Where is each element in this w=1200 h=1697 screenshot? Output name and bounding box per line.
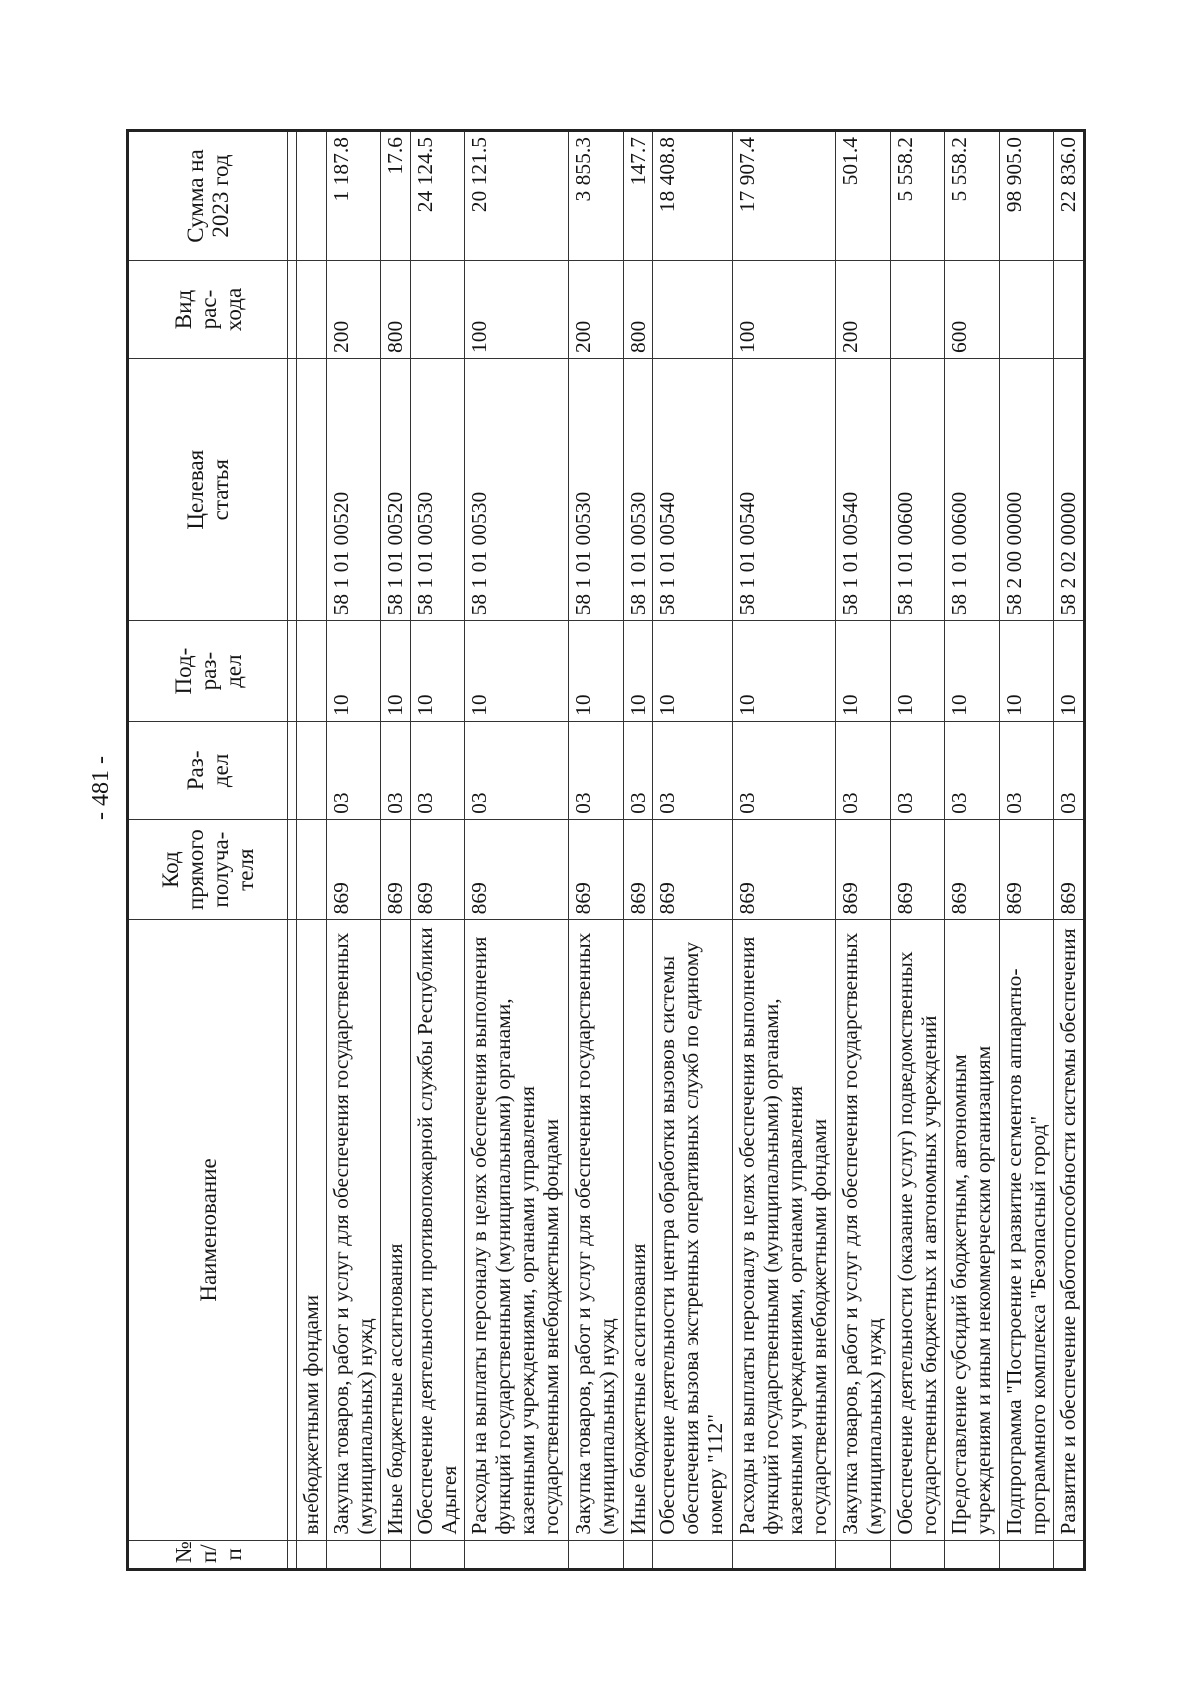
cell-amount: 147.7 — [623, 131, 653, 261]
table-row — [1054, 131, 1085, 1570]
cell-expense-type — [890, 261, 944, 359]
table-row — [381, 131, 411, 1570]
cell-recipient-code: 869 — [1054, 819, 1085, 920]
cell-target-article: 58 1 01 00540 — [836, 359, 890, 621]
page-number: - 481 - — [88, 756, 114, 820]
cell-recipient-code: 869 — [999, 819, 1053, 920]
cell-recipient-code: 869 — [732, 819, 836, 920]
cell-recipient-code: 869 — [569, 819, 623, 920]
cell-expense-type: 200 — [836, 261, 890, 359]
cell-number — [890, 1540, 944, 1569]
cell-name: Обеспечение деятельности противопожарной службы Республики Адыгея — [411, 920, 465, 1540]
cell-target-article: 58 2 00 00000 — [999, 359, 1053, 621]
cell-amount: 98 905.0 — [999, 131, 1053, 261]
cell-target-article: 58 1 01 00600 — [945, 359, 999, 621]
table-row — [836, 131, 890, 1570]
cell-number — [465, 1540, 569, 1569]
cell-name: Подпрограмма "Построение и развитие сегментов аппаратно-программного комплекса "Безопасный город" — [999, 920, 1053, 1540]
cell-section: 03 — [623, 721, 653, 819]
cell-expense-type — [1054, 261, 1085, 359]
cell-subsection: 10 — [623, 621, 653, 722]
cell-number — [381, 1540, 411, 1569]
cell-expense-type — [411, 261, 465, 359]
cell-section: 03 — [326, 721, 380, 819]
cell-section: 03 — [890, 721, 944, 819]
cell-name: Предоставление субсидий бюджетным, автономным учреждениям и иным некоммерческим организациям — [945, 920, 999, 1540]
header-section: Раз- дел — [128, 721, 288, 819]
cell-expense-type — [653, 261, 732, 359]
cell-name: внебюджетными фондами — [297, 920, 327, 1540]
table-body — [288, 131, 1085, 1570]
cell-recipient-code: 869 — [653, 819, 732, 920]
cell-number — [1054, 1540, 1085, 1569]
spacer-cell — [288, 721, 297, 819]
cell-target-article: 58 1 01 00520 — [326, 359, 380, 621]
cell-number — [326, 1540, 380, 1569]
rotated-table-container — [126, 129, 1086, 1571]
cell-section: 03 — [999, 721, 1053, 819]
cell-number — [836, 1540, 890, 1569]
cell-name: Обеспечение деятельности центра обработки вызовов системы обеспечения вызова экстренных оперативных служб по единому номеру "112" — [653, 920, 732, 1540]
table-header — [128, 131, 288, 1570]
spacer-cell — [288, 359, 297, 621]
cell-amount: 501.4 — [836, 131, 890, 261]
cell-target-article: 58 1 01 00530 — [569, 359, 623, 621]
cell-expense-type: 100 — [732, 261, 836, 359]
cell-number — [945, 1540, 999, 1569]
cell-number — [653, 1540, 732, 1569]
spacer-cell — [288, 261, 297, 359]
cell-amount: 5 558.2 — [890, 131, 944, 261]
cell-number — [623, 1540, 653, 1569]
spacer-cell — [288, 819, 297, 920]
cell-section: 03 — [411, 721, 465, 819]
spacer-cell — [288, 920, 297, 1540]
cell-number — [569, 1540, 623, 1569]
header-target-article: Целевая статья — [128, 359, 288, 621]
cell-name: Расходы на выплаты персоналу в целях обеспечения выполнения функций государственными (муниципальными) органами, казенными учреждениями, органами управления государственными внебюджетными фондами — [732, 920, 836, 1540]
cell-recipient-code: 869 — [945, 819, 999, 920]
cell-section: 03 — [836, 721, 890, 819]
cell-name: Иные бюджетные ассигнования — [623, 920, 653, 1540]
spacer-cell — [288, 131, 297, 261]
cell-amount: 3 855.3 — [569, 131, 623, 261]
cell-subsection — [297, 621, 327, 722]
table-row — [623, 131, 653, 1570]
spacer-cell — [288, 1540, 297, 1569]
cell-name: Закупка товаров, работ и услуг для обеспечения государственных (муниципальных) нужд — [569, 920, 623, 1540]
cell-expense-type: 100 — [465, 261, 569, 359]
cell-subsection: 10 — [732, 621, 836, 722]
header-recipient-code: Код прямого получа- теля — [128, 819, 288, 920]
budget-table — [126, 129, 1086, 1571]
cell-expense-type: 200 — [326, 261, 380, 359]
header-number: № п/п — [128, 1540, 288, 1569]
cell-target-article: 58 1 01 00530 — [411, 359, 465, 621]
cell-recipient-code: 869 — [623, 819, 653, 920]
cell-expense-type — [999, 261, 1053, 359]
spacer-row — [288, 131, 297, 1570]
header-row — [128, 131, 288, 1570]
table-row — [411, 131, 465, 1570]
cell-target-article: 58 1 01 00600 — [890, 359, 944, 621]
table-row — [945, 131, 999, 1570]
cell-target-article — [297, 359, 327, 621]
table-row — [569, 131, 623, 1570]
table-row — [999, 131, 1053, 1570]
cell-target-article: 58 2 02 00000 — [1054, 359, 1085, 621]
cell-expense-type: 800 — [623, 261, 653, 359]
header-amount: Сумма на 2023 год — [128, 131, 288, 261]
cell-subsection: 10 — [836, 621, 890, 722]
cell-recipient-code: 869 — [465, 819, 569, 920]
header-subsection: Под- раз- дел — [128, 621, 288, 722]
cell-amount: 22 836.0 — [1054, 131, 1085, 261]
cell-amount: 1 187.8 — [326, 131, 380, 261]
cell-amount — [297, 131, 327, 261]
table-row — [297, 131, 327, 1570]
cell-number — [999, 1540, 1053, 1569]
cell-section: 03 — [465, 721, 569, 819]
cell-section — [297, 721, 327, 819]
cell-number — [297, 1540, 327, 1569]
cell-target-article: 58 1 01 00530 — [465, 359, 569, 621]
header-name: Наименование — [128, 920, 288, 1540]
cell-section: 03 — [653, 721, 732, 819]
cell-section: 03 — [732, 721, 836, 819]
cell-recipient-code — [297, 819, 327, 920]
table-row — [732, 131, 836, 1570]
cell-name: Иные бюджетные ассигнования — [381, 920, 411, 1540]
cell-subsection: 10 — [326, 621, 380, 722]
cell-subsection: 10 — [381, 621, 411, 722]
cell-target-article: 58 1 01 00520 — [381, 359, 411, 621]
cell-target-article: 58 1 01 00540 — [653, 359, 732, 621]
cell-amount: 5 558.2 — [945, 131, 999, 261]
cell-subsection: 10 — [1054, 621, 1085, 722]
cell-target-article: 58 1 01 00540 — [732, 359, 836, 621]
cell-section: 03 — [945, 721, 999, 819]
cell-name: Закупка товаров, работ и услуг для обеспечения государственных (муниципальных) нужд — [836, 920, 890, 1540]
cell-subsection: 10 — [569, 621, 623, 722]
spacer-cell — [288, 621, 297, 722]
table-row — [653, 131, 732, 1570]
cell-expense-type — [297, 261, 327, 359]
cell-amount: 18 408.8 — [653, 131, 732, 261]
cell-section: 03 — [1054, 721, 1085, 819]
cell-name: Обеспечение деятельности (оказание услуг) подведомственных государственных бюджетных и автономных учреждений — [890, 920, 944, 1540]
cell-section: 03 — [381, 721, 411, 819]
cell-section: 03 — [569, 721, 623, 819]
table-row — [326, 131, 380, 1570]
cell-subsection: 10 — [945, 621, 999, 722]
cell-recipient-code: 869 — [836, 819, 890, 920]
cell-amount: 17 907.4 — [732, 131, 836, 261]
cell-number — [411, 1540, 465, 1569]
cell-amount: 17.6 — [381, 131, 411, 261]
cell-recipient-code: 869 — [890, 819, 944, 920]
cell-name: Закупка товаров, работ и услуг для обеспечения государственных (муниципальных) нужд — [326, 920, 380, 1540]
cell-recipient-code: 869 — [326, 819, 380, 920]
cell-subsection: 10 — [999, 621, 1053, 722]
table-row — [890, 131, 944, 1570]
cell-name: Расходы на выплаты персоналу в целях обеспечения выполнения функций государственными (муниципальными) органами, казенными учреждениями, органами управления государственными внебюджетными фондами — [465, 920, 569, 1540]
cell-amount: 20 121.5 — [465, 131, 569, 261]
cell-recipient-code: 869 — [411, 819, 465, 920]
cell-amount: 24 124.5 — [411, 131, 465, 261]
table-row — [465, 131, 569, 1570]
cell-expense-type: 800 — [381, 261, 411, 359]
cell-number — [732, 1540, 836, 1569]
cell-expense-type: 600 — [945, 261, 999, 359]
cell-name: Развитие и обеспечение работоспособности системы обеспечения — [1054, 920, 1085, 1540]
cell-subsection: 10 — [465, 621, 569, 722]
cell-recipient-code: 869 — [381, 819, 411, 920]
cell-subsection: 10 — [653, 621, 732, 722]
cell-subsection: 10 — [890, 621, 944, 722]
cell-expense-type: 200 — [569, 261, 623, 359]
cell-subsection: 10 — [411, 621, 465, 722]
cell-target-article: 58 1 01 00530 — [623, 359, 653, 621]
header-expense-type: Вид рас- хода — [128, 261, 288, 359]
